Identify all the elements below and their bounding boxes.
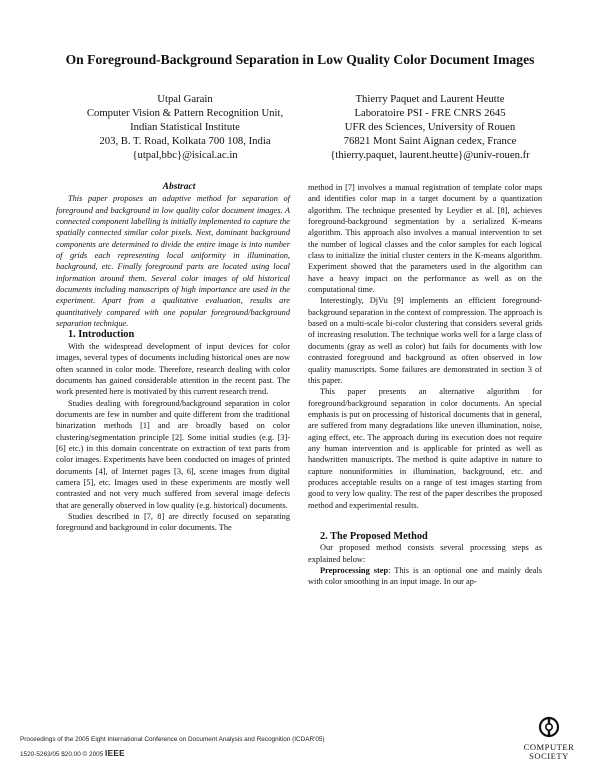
paragraph: Studies dealing with foreground/background separation in color documents are few in number and quite different from the traditional binarization methods [1] and are broadly based on color clustering/segmentation principle [2]. Some initial studies (e.g. [3]-[6] etc.) in this domain concentrate on extraction of text parts from color images. Experiments have been conducted on images of printed documents [4], of Internet pages [3, 6], scene images from digital camera [5], etc. Images used in these experiments are mostly well contrasted and not very much suffered from several image defects that are generally observed in low quality (e.g. historical) documents. (56, 398, 290, 510)
paper-title: On Foreground-Background Separation in Low Quality Color Document Images (65, 52, 535, 67)
author-affiliation: Computer Vision & Pattern Recognition Unit, (86, 107, 284, 119)
ieee-logo: IEEE (105, 749, 125, 758)
section-heading-proposed-method: 2. The Proposed Method (320, 530, 428, 542)
author-block-left (60, 92, 310, 162)
paragraph: With the widespread development of input devices for color images, several types of documents including historical ones are now often scanned in color mode. Therefore, research dealing with color documents has gained considerable attention in the recent past. The work presented here is motivated by this current research trend. (56, 341, 290, 397)
footer-issn: 1520-5263/05 $20.00 © 2005 (20, 751, 104, 758)
paragraph: Our proposed method consists several processing steps as explained below: (308, 543, 542, 564)
section-heading-introduction: 1. Introduction (68, 329, 135, 341)
abstract-heading: Abstract (162, 182, 196, 192)
computer-society-emblem-icon (538, 716, 560, 738)
right-column (308, 182, 542, 588)
paragraph-preprocessing (308, 565, 542, 588)
author-affiliation: Laboratoire PSI - FRE CNRS 2645 (354, 107, 506, 119)
author-address: 76821 Mont Saint Aignan cedex, France (343, 135, 517, 147)
page-footer (20, 733, 325, 762)
paragraph: Interestingly, DjVu [9] implements an efficient foreground-background separation in the context of compression. The approach is based on a multi-scale bi-color clustering that considers several grids of increasing resolution. The technique works well for a large class of documents (gray as well as color) but fails for documents with low contrasted foreground and background as often observed in low quality manuscripts. Some failures are demonstrated in section 3 of this paper. (308, 296, 542, 385)
computer-society-logo (514, 716, 584, 761)
footer-proceedings: Proceedings of the 2005 Eight International Conference on Document Analysis and Recognition (ICDAR'05) (20, 736, 325, 743)
abstract (56, 182, 290, 329)
abstract-text: This paper proposes an adaptive method for separation of foreground and background in low quality color document images. A connected component labelling is initially implemented to capture the spatially connected similar color pixels. Next, dominant background components are determined to divide the entire image is into number of grids each representing local uniformity in illumination, background, etc. Finally foreground parts are located using local information around them. Several color images of old historical documents including manuscripts of high importance are used in the experiment. Apart from a qualitative evaluation, results are quantitatively compared with one popular foreground/background separation technique. (56, 194, 290, 329)
paragraph: method in [7] involves a manual registration of template color maps and identifies color map in a target document by a quantization algorithm. The technique presented by Leydier et al. [8], achieves foreground-background segmentation by a serialized K-means algorithm. This approach also involves a manual intervention to set the number of logical classes and the color samples for each logical class to initialize the initial cluster centers in the K-means algorithm. Experiment showed that the parameters used in the algorithm can have a heavy impact on the performance as well as on the computational time. (308, 183, 542, 295)
left-column (56, 182, 290, 534)
author-name: Utpal Garain (157, 93, 213, 105)
author-email: {thierry.paquet, laurent.heutte}@univ-rouen.fr (330, 149, 530, 161)
author-name: Thierry Paquet and Laurent Heutte (355, 93, 505, 105)
author-institute: UFR des Sciences, University of Rouen (344, 121, 516, 133)
author-email: {utpal,bbc}@isical.ac.in (132, 149, 238, 161)
logo-text-computer: COMPUTER (523, 742, 575, 752)
author-block-right (305, 92, 555, 162)
author-address: 203, B. T. Road, Kolkata 700 108, India (99, 135, 271, 147)
logo-text-society: SOCIETY (529, 751, 569, 761)
paragraph: Studies described in [7, 8] are directly focused on separating foreground and background in color documents. The (56, 511, 290, 533)
footer-copyright (20, 747, 325, 762)
paragraph-text: : This is an optional one and mainly deals with color smoothing in an input image. In our ap- (308, 566, 542, 587)
paragraph: This paper presents an alternative algorithm for foreground/background separation in color documents. An special emphasis is put on processing of historical documents that in general, are suffered from many degradations like uneven illumination, noise, aging effect, etc. The approach during its execution does not require any human intervention and is applicable for printed as well as handwritten manuscripts. The method is quite adaptive in nature to capture nonuniformities in illumination, background, etc. and produces acceptable results on a range of test images starting from good to very low quality. The rest of the paper describes the proposed method and experimental results. (308, 387, 542, 510)
run-in-heading: Preprocessing step (320, 566, 389, 575)
author-institute: Indian Statistical Institute (130, 121, 240, 133)
